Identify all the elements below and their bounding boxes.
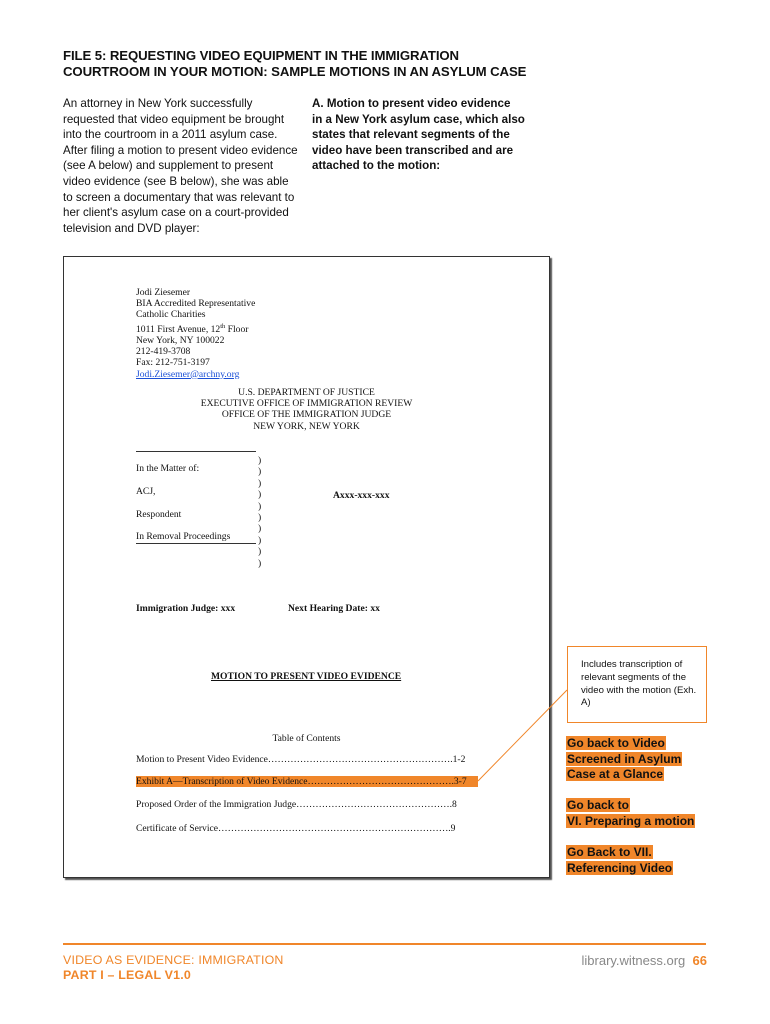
intro-left-line: to screen a documentary that was relevant to [63, 190, 295, 204]
link-line: Go Back to VII. [567, 845, 652, 859]
footer-divider [63, 943, 706, 945]
intro-left-line: requested that video equipment be brought [63, 112, 285, 126]
intro-left-line: her client's asylum case on a court-provided [63, 206, 289, 220]
toc-entry-exhibit-a: Exhibit A—Transcription of Video Evidence……………………………………….3-7 [136, 776, 478, 787]
case-number: Axxx-xxx-xxx [333, 490, 390, 501]
caption-paren: ) [258, 477, 262, 489]
footer-part-label: PART I – LEGAL V1.0 [63, 968, 191, 982]
rep-fax: Fax: 212-751-3197 [136, 357, 210, 369]
link-referencing-video[interactable] [566, 845, 673, 876]
intro-right-line: attached to the motion: [312, 159, 441, 173]
link-preparing-motion[interactable] [566, 798, 695, 829]
rep-email-link[interactable]: Jodi.Ziesemer@archny.org [136, 368, 240, 380]
rep-city: New York, NY 100022 [136, 335, 225, 346]
intro-right-line: video have been transcribed and are [312, 143, 514, 157]
intro-left-line: video evidence (see B below), she was able [63, 174, 289, 188]
next-hearing-date: Next Hearing Date: xx [288, 603, 380, 614]
caption-paren: ) [258, 500, 262, 512]
link-line: Screened in Asylum [567, 751, 682, 766]
caption-paren: ) [258, 523, 262, 535]
link-line: Case at a Glance [567, 767, 664, 782]
caption-matter: In the Matter of: [136, 463, 200, 474]
footer-site-page [582, 953, 708, 968]
caption-paren: ) [258, 489, 262, 501]
intro-right-line: A. Motion to present video evidence [312, 97, 511, 110]
link-line: Referencing Video [567, 860, 673, 875]
caption-paren: ) [258, 534, 262, 546]
rep-street-text: 1011 First Avenue, 12 [136, 323, 221, 335]
caption-paren: ) [258, 557, 262, 569]
link-line: Go back to Video [567, 736, 665, 750]
caption-paren: ) [258, 455, 262, 466]
link-video-screened-asylum[interactable] [566, 736, 682, 783]
intro-left-line: into the courtroom in a 2011 asylum case. [63, 128, 278, 142]
caption-respondent-label: Respondent [136, 508, 182, 520]
link-line-wrap [566, 767, 682, 783]
intro-left-line: television and DVD player: [63, 221, 200, 235]
link-line-wrap [566, 861, 673, 877]
motion-title: MOTION TO PRESENT VIDEO EVIDENCE [211, 671, 402, 682]
caption-paren: ) [258, 512, 262, 524]
intro-left-line: (see A below) and supplement to present [63, 159, 274, 173]
agency-line: EXECUTIVE OFFICE OF IMMIGRATION REVIEW [200, 398, 413, 410]
intro-left-line: After filing a motion to present video evidence [63, 143, 298, 157]
agency-line: U.S. DEPARTMENT OF JUSTICE [238, 387, 375, 398]
rep-phone: 212-419-3708 [136, 346, 191, 358]
rep-street-rest: Floor [225, 323, 249, 335]
immigration-judge: Immigration Judge: xxx [136, 603, 236, 614]
rep-title: BIA Accredited Representative [136, 298, 256, 310]
link-line-wrap [566, 798, 695, 814]
link-line-wrap [566, 736, 682, 752]
rep-street-sup: th [220, 322, 226, 330]
intro-left-line: An attorney in New York successfully [63, 97, 253, 110]
link-line: VI. Preparing a motion [567, 813, 695, 828]
footer-site-link[interactable]: library.witness.org [581, 953, 686, 968]
footer-series-title: VIDEO AS EVIDENCE: IMMIGRATION [63, 953, 284, 967]
link-line-wrap [566, 845, 673, 861]
intro-right-line: states that relevant segments of the [312, 128, 510, 142]
heading-line-2: COURTROOM IN YOUR MOTION: SAMPLE MOTIONS IN AN ASYLUM CASE [63, 64, 527, 79]
intro-right-line: in a New York asylum case, which also [312, 112, 525, 126]
link-line: Go back to [567, 798, 630, 812]
caption-proceedings: In Removal Proceedings [136, 531, 231, 543]
rep-name: Jodi Ziesemer [136, 287, 191, 298]
caption-paren: ) [258, 466, 262, 478]
toc-title: Table of Contents [272, 733, 341, 744]
toc-entry-certificate: Certificate of Service……………………………………………………………….9 [136, 823, 456, 834]
link-line-wrap [566, 752, 682, 768]
footer-page-number: 66 [692, 953, 707, 968]
heading-line-1: FILE 5: REQUESTING VIDEO EQUIPMENT IN THE IMMIGRATION [63, 48, 459, 63]
rep-org: Catholic Charities [136, 309, 206, 321]
agency-line: NEW YORK, NEW YORK [253, 420, 360, 432]
caption-respondent-name: ACJ, [136, 485, 156, 497]
caption-paren: ) [258, 546, 262, 558]
annotation-note-text: Includes transcription of relevant segments of the video with the motion (Exh. A) [581, 659, 697, 709]
agency-line: OFFICE OF THE IMMIGRATION JUDGE [221, 409, 392, 421]
link-line-wrap [566, 814, 695, 830]
annotation-note-box [567, 646, 707, 723]
toc-entry-proposed-order: Proposed Order of the Immigration Judge………………………………………….8 [136, 799, 457, 810]
toc-entry-motion: Motion to Present Video Evidence………………………………………………….1-2 [136, 754, 466, 765]
